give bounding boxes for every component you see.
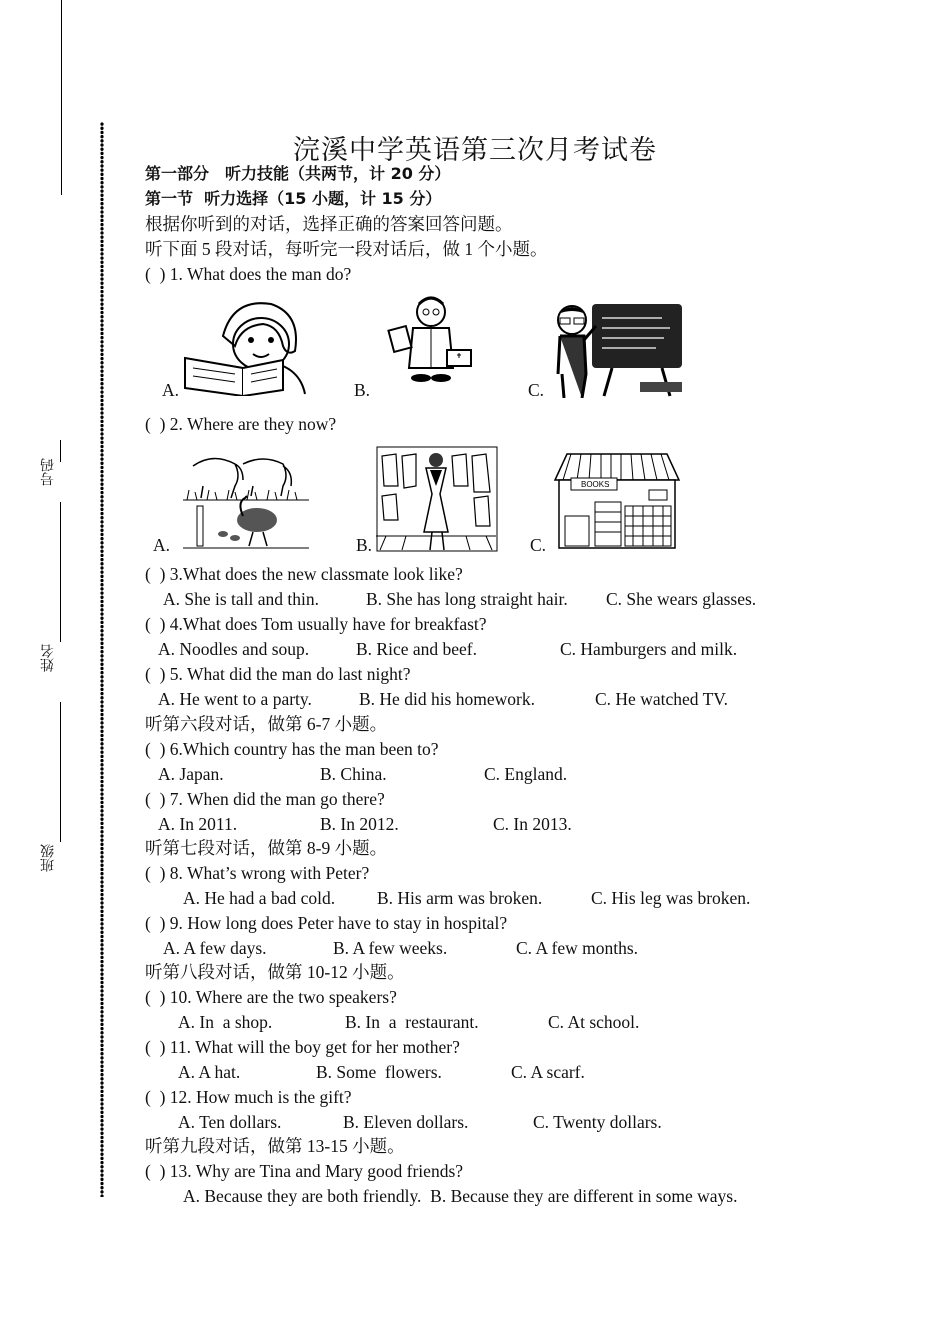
question-4: ( ) 4.What does Tom usually have for breakfast?	[145, 614, 487, 634]
option-c[interactable]: C. At school.	[548, 1012, 640, 1032]
question-3: ( ) 3.What does the new classmate look like?	[145, 564, 463, 584]
option-c[interactable]: C. She wears glasses.	[606, 589, 757, 609]
class-label: 班级	[40, 844, 56, 872]
question-2: ( ) 2. Where are they now?	[145, 414, 337, 434]
option-c[interactable]: C. A scarf.	[511, 1062, 585, 1082]
exam-title: 浣溪中学英语第三次月考试卷	[293, 135, 657, 166]
question-8: ( ) 8. What’s wrong with Peter?	[145, 863, 370, 883]
option-a[interactable]: A. In a shop.	[178, 1012, 273, 1032]
option-a[interactable]: A. In 2011.	[158, 814, 238, 834]
option-a[interactable]: A.	[162, 380, 180, 400]
zoo-animals-picture	[183, 446, 309, 550]
option-a[interactable]: A. Noodles and soup.	[158, 639, 310, 659]
class-underline	[60, 702, 61, 842]
question-7: ( ) 7. When did the man go there?	[145, 789, 385, 809]
number-field[interactable]	[36, 440, 66, 502]
option-a[interactable]: A. A few days.	[163, 938, 267, 958]
option-a[interactable]: A. Japan.	[158, 764, 224, 784]
question-9: ( ) 9. How long does Peter have to stay in hospital?	[145, 913, 508, 933]
option-b[interactable]: B. She has long straight hair.	[366, 589, 568, 609]
option-b[interactable]: B.	[354, 380, 371, 400]
number-underline-top	[60, 440, 61, 462]
instruction: 听第七段对话，做第 8-9 小题。	[145, 838, 388, 858]
option-c[interactable]: C. Twenty dollars.	[533, 1112, 662, 1132]
instruction: 根据你听到的对话，选择正确的答案回答问题。	[145, 214, 513, 234]
option-a[interactable]: A. She is tall and thin.	[163, 589, 320, 609]
option-b[interactable]: B. In 2012.	[320, 814, 399, 834]
instruction: 听第九段对话，做第 13-15 小题。	[145, 1136, 405, 1156]
question-6: ( ) 6.Which country has the man been to?	[145, 739, 439, 759]
name-field[interactable]	[36, 640, 66, 710]
option-b[interactable]: B. Eleven dollars.	[343, 1112, 469, 1132]
dotted-binding-line	[100, 122, 104, 1197]
question-13: ( ) 13. Why are Tina and Mary good friends?	[145, 1161, 464, 1181]
instruction: 听第六段对话，做第 6-7 小题。	[145, 714, 388, 734]
class-field[interactable]	[36, 840, 66, 890]
question-11: ( ) 11. What will the boy get for her mother?	[145, 1037, 460, 1057]
option-b[interactable]: B. Rice and beef.	[356, 639, 477, 659]
doctor-picture	[385, 292, 477, 384]
clothes-store-picture	[376, 446, 498, 552]
option-c[interactable]: C. Hamburgers and milk.	[560, 639, 738, 659]
question-1: ( ) 1. What does the man do?	[145, 264, 352, 284]
section-heading: 第一节 听力选择（15 小题，计 15 分）	[145, 189, 442, 208]
question-10: ( ) 10. Where are the two speakers?	[145, 987, 397, 1007]
option-b[interactable]: B. China.	[320, 764, 387, 784]
option-a[interactable]: A. Ten dollars.	[178, 1112, 282, 1132]
option-a[interactable]: A. He went to a party.	[158, 689, 312, 709]
teacher-picture	[552, 300, 688, 398]
option-c[interactable]: C. His leg was broken.	[591, 888, 751, 908]
option-c[interactable]: C.	[528, 380, 545, 400]
question-12: ( ) 12. How much is the gift?	[145, 1087, 352, 1107]
option-c[interactable]: C. A few months.	[516, 938, 639, 958]
books-sign: BOOKS	[581, 480, 610, 489]
option-b[interactable]: B.	[356, 535, 373, 555]
instruction: 听第八段对话，做第 10-12 小题。	[145, 962, 405, 982]
option-b[interactable]: B. A few weeks.	[333, 938, 448, 958]
option-b[interactable]: B. He did his homework.	[359, 689, 535, 709]
option-b[interactable]: B. In a restaurant.	[345, 1012, 479, 1032]
option-b[interactable]: B. Some flowers.	[316, 1062, 442, 1082]
option-c[interactable]: C. He watched TV.	[595, 689, 729, 709]
option-c[interactable]: C. England.	[484, 764, 568, 784]
option-b[interactable]: B. His arm was broken.	[377, 888, 543, 908]
name-label: 姓名	[40, 644, 56, 672]
number-label: 号码	[40, 458, 56, 486]
reading-girl-picture	[183, 296, 307, 396]
options-a-b[interactable]: A. Because they are both friendly. B. Because they are different in some ways.	[183, 1186, 738, 1206]
name-underline	[60, 502, 61, 642]
option-a[interactable]: A.	[153, 535, 171, 555]
option-a[interactable]: A. A hat.	[178, 1062, 241, 1082]
bookstore-picture	[553, 450, 681, 550]
part-heading: 第一部分 听力技能（共两节，计 20 分）	[145, 164, 451, 183]
option-c[interactable]: C.	[530, 535, 547, 555]
option-c[interactable]: C. In 2013.	[493, 814, 572, 834]
instruction: 听下面 5 段对话，每听完一段对话后，做 1 个小题。	[145, 239, 548, 259]
option-a[interactable]: A. He had a bad cold.	[183, 888, 336, 908]
question-5: ( ) 5. What did the man do last night?	[145, 664, 411, 684]
